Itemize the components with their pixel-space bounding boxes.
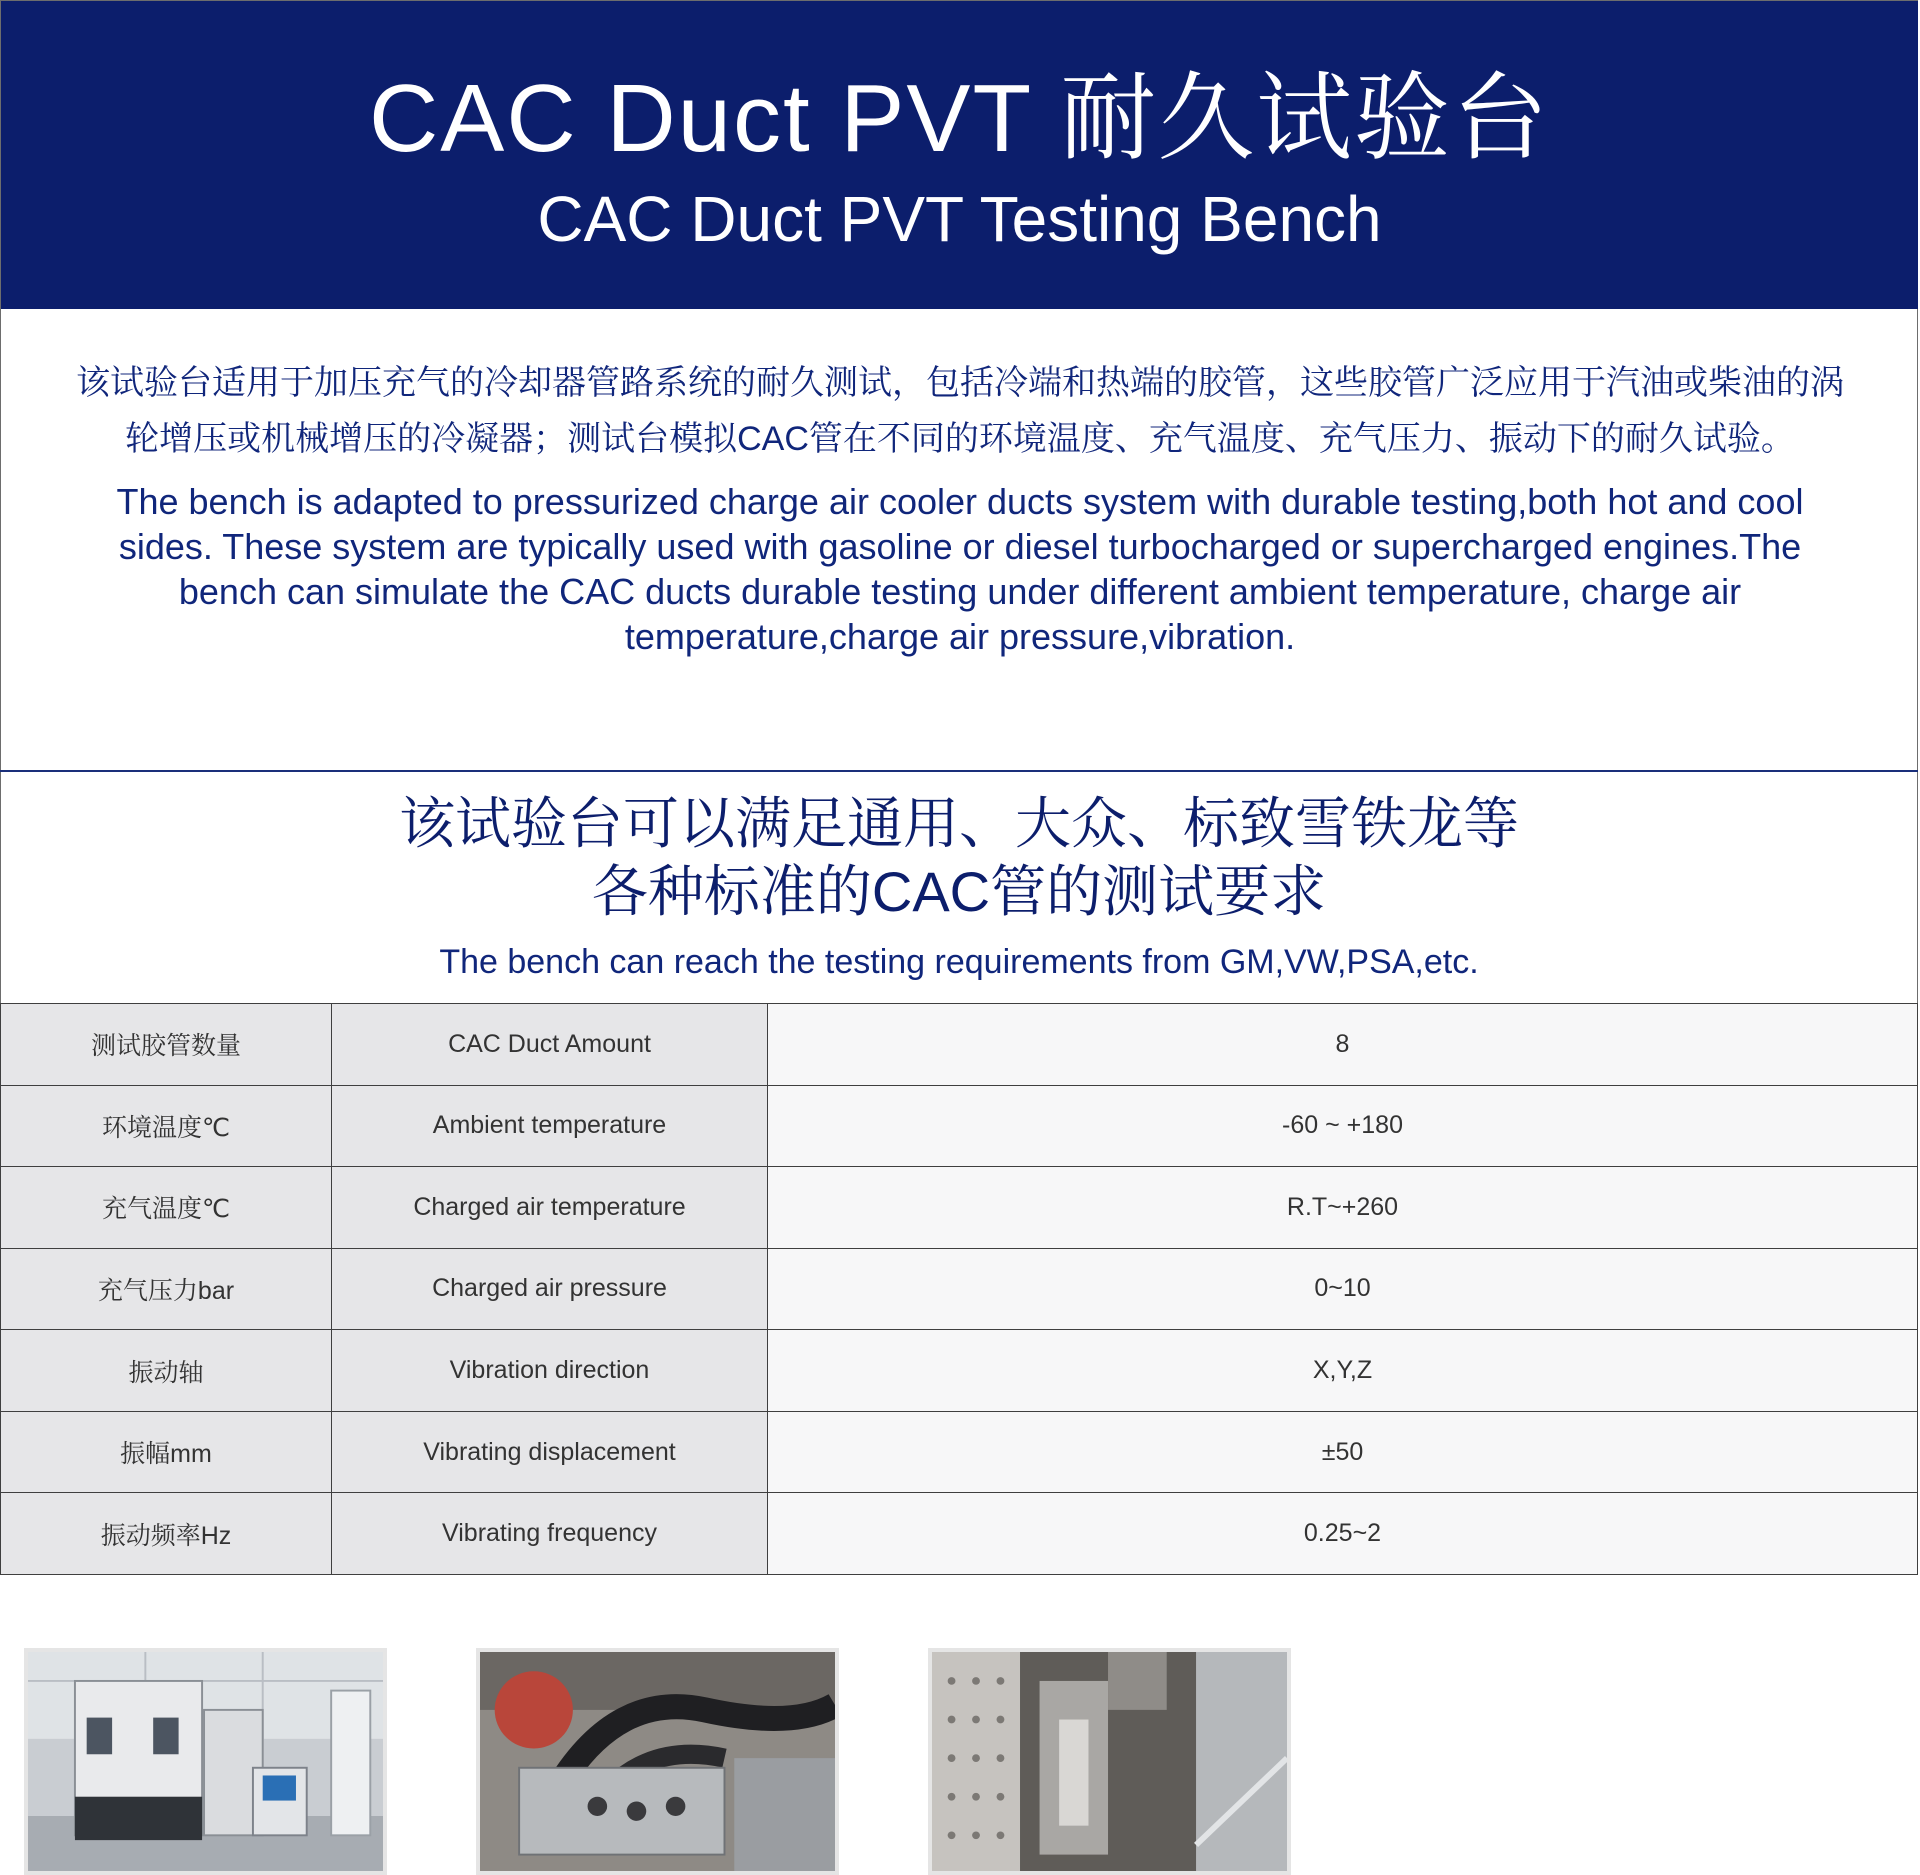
header-banner bbox=[1, 1, 1918, 309]
spec-value: 0~10 bbox=[768, 1248, 1918, 1330]
intro-chinese: 该试验台适用于加压充气的冷却器管路系统的耐久测试，包括冷端和热端的胶管，这些胶管广泛应用于汽油或柴油的涡轮增压或机械增压的冷凝器；测试台模拟CAC管在不同的环境温度、充气温度、充气压力、振动下的耐久试验。 bbox=[76, 364, 1844, 458]
requirements-english: The bench can reach the testing requirements from GM,VW,PSA,etc. bbox=[439, 943, 1479, 981]
spec-value: R.T~+260 bbox=[768, 1167, 1918, 1249]
table-row bbox=[1, 1493, 1918, 1575]
photo-duct-setup bbox=[476, 1648, 839, 1875]
page-title: CAC Duct PVT 耐久试验台 bbox=[368, 65, 1551, 172]
spec-label-en: CAC Duct Amount bbox=[332, 1004, 768, 1086]
specs-table bbox=[0, 1003, 1918, 1575]
section-divider bbox=[0, 770, 1918, 772]
spec-value: ±50 bbox=[768, 1411, 1918, 1493]
intro-english: The bench is adapted to pressurized charge air cooler ducts system with durable testing,both hot and cool sides. These system are typically used with gasoline or diesel turbocharged or supercharged engines.The bench can simulate the CAC ducts durable testing under different ambient temperature, charge air temperature,charge air pressure,vibration. bbox=[116, 481, 1804, 657]
spec-label-en: Charged air temperature bbox=[332, 1167, 768, 1249]
photo-test-chamber bbox=[24, 1648, 387, 1875]
spec-label-cn: 充气压力bar bbox=[1, 1248, 332, 1330]
spec-value: X,Y,Z bbox=[768, 1330, 1918, 1412]
table-row bbox=[1, 1330, 1918, 1412]
intro-section bbox=[70, 355, 1850, 659]
table-row bbox=[1, 1085, 1918, 1167]
table-row bbox=[1, 1411, 1918, 1493]
spec-label-cn: 环境温度℃ bbox=[1, 1085, 332, 1167]
spec-label-cn: 振动频率Hz bbox=[1, 1493, 332, 1575]
spec-label-cn: 振动轴 bbox=[1, 1330, 332, 1412]
spec-label-en: Ambient temperature bbox=[332, 1085, 768, 1167]
spec-label-cn: 测试胶管数量 bbox=[1, 1004, 332, 1086]
spec-label-en: Vibration direction bbox=[332, 1330, 768, 1412]
table-row bbox=[1, 1167, 1918, 1249]
spec-label-cn: 充气温度℃ bbox=[1, 1167, 332, 1249]
table-row bbox=[1, 1248, 1918, 1330]
spec-label-en: Vibrating frequency bbox=[332, 1493, 768, 1575]
spec-label-en: Vibrating displacement bbox=[332, 1411, 768, 1493]
photo-fixture-closeup bbox=[928, 1648, 1291, 1875]
requirements-section bbox=[0, 790, 1918, 984]
requirements-chinese: 该试验台可以满足通用、大众、标致雪铁龙等 各种标准的CAC管的测试要求 bbox=[399, 792, 1519, 923]
spec-label-en: Charged air pressure bbox=[332, 1248, 768, 1330]
spec-value: 8 bbox=[768, 1004, 1918, 1086]
table-row bbox=[1, 1004, 1918, 1086]
spec-value: 0.25~2 bbox=[768, 1493, 1918, 1575]
page-subtitle: CAC Duct PVT Testing Bench bbox=[537, 183, 1382, 255]
spec-label-cn: 振幅mm bbox=[1, 1411, 332, 1493]
spec-value: -60 ~ +180 bbox=[768, 1085, 1918, 1167]
